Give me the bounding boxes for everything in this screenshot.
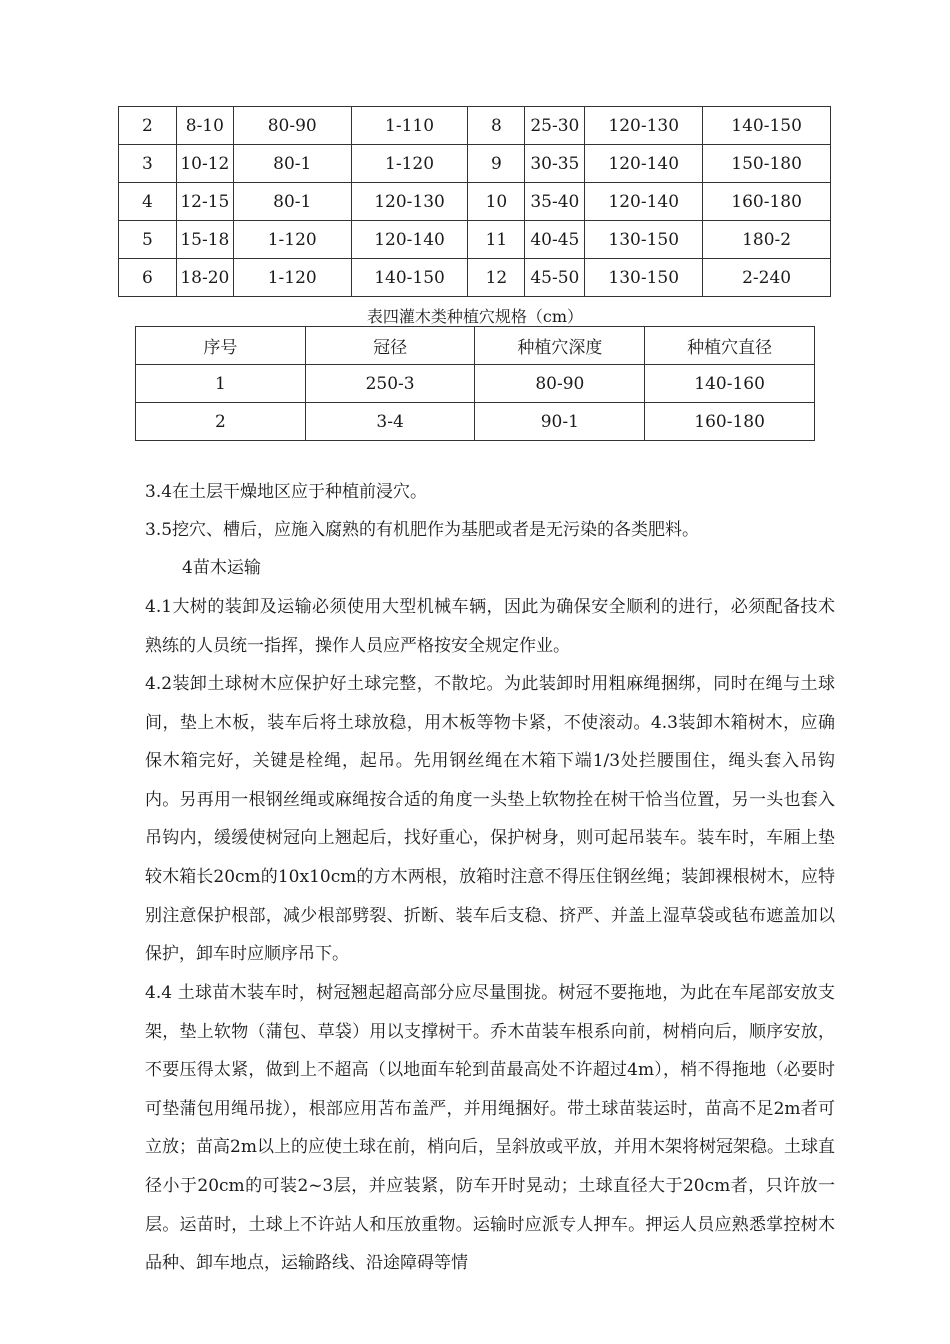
table-cell: 150-180 (703, 145, 831, 183)
table-cell: 8 (468, 107, 525, 145)
table-cell: 160-180 (645, 403, 815, 441)
table-header-row (136, 327, 815, 365)
table-row (119, 107, 831, 145)
table-caption: 表四灌木类种植穴规格（cm） (366, 307, 584, 326)
table-cell: 160-180 (703, 183, 831, 221)
table-cell: 80-1 (233, 145, 351, 183)
table-cell: 5 (119, 221, 177, 259)
table-cell: 120-140 (351, 221, 468, 259)
table-cell: 4 (119, 183, 177, 221)
paragraph-4-1: 4.1大树的装卸及运输必须使用大型机械车辆，因此为确保安全顺利的进行，必须配备技术熟练的人员统一指挥，操作人员应严格按安全规定作业。 (145, 597, 835, 656)
table-cell: 2 (136, 403, 306, 441)
table-cell: 12 (468, 259, 525, 297)
table-cell: 1-120 (351, 145, 468, 183)
table-cell: 140-150 (351, 259, 468, 297)
section-heading-4: 4苗木运输 (182, 558, 261, 578)
table-cell: 120-130 (351, 183, 468, 221)
table-cell: 120-130 (585, 107, 703, 145)
table-cell: 120-140 (585, 183, 703, 221)
table-row (119, 221, 831, 259)
table-cell: 3-4 (305, 403, 475, 441)
planting-pit-spec-table (118, 106, 831, 297)
paragraph-4-4: 4.4 土球苗木装车时，树冠翘起超高部分应尽量围拢。树冠不要拖地，为此在车尾部安放支架，垫上软物（蒲包、草袋）用以支撑树干。乔木苗装车根系向前，树梢向后，顺序安放，不要压得太紧，做到上不超高（以地面车轮到苗最高处不许超过4m），梢不得拖地（必要时可垫蒲包用绳吊拢），根部应用苫布盖严，并用绳捆好。带土球苗装运时，苗高不足2m者可立放；苗高2m以上的应使土球在前，梢向后，呈斜放或平放，并用木架将树冠架稳。土球直径小于20cm的可装2~3层，并应装紧，防车开时晃动；土球直径大于20cm者，只许放一层。运苗时，土球上不许站人和压放重物。运输时应派专人押车。押运人员应熟悉掌控树木品种、卸车地点，运输路线、沿途障碍等情 (145, 983, 835, 1274)
table-cell: 140-160 (645, 365, 815, 403)
table-row (119, 183, 831, 221)
table-row (136, 403, 815, 441)
shrub-pit-spec-table (135, 326, 815, 441)
table-cell: 140-150 (703, 107, 831, 145)
table-cell: 10 (468, 183, 525, 221)
table-cell: 10-12 (176, 145, 233, 183)
table-cell: 3 (119, 145, 177, 183)
table-cell: 1-110 (351, 107, 468, 145)
table-cell: 1-120 (233, 221, 351, 259)
table-row (119, 259, 831, 297)
table-cell: 12-15 (176, 183, 233, 221)
table-cell: 11 (468, 221, 525, 259)
table-cell: 2-240 (703, 259, 831, 297)
table-cell: 2 (119, 107, 177, 145)
table-cell: 250-3 (305, 365, 475, 403)
header-cell: 种植穴深度 (475, 327, 645, 365)
table-cell: 120-140 (585, 145, 703, 183)
table-cell: 130-150 (585, 259, 703, 297)
table-cell: 180-2 (703, 221, 831, 259)
table-cell: 18-20 (176, 259, 233, 297)
table-row (136, 365, 815, 403)
table-cell: 8-10 (176, 107, 233, 145)
table-cell: 35-40 (525, 183, 585, 221)
paragraph-4-2: 4.2装卸土球树木应保护好土球完整，不散坨。为此装卸时用粗麻绳捆绑，同时在绳与土球间，垫上木板，装车后将土球放稳，用木板等物卡紧，不使滚动。4.3装卸木箱树木，应确保木箱完好，关键是栓绳，起吊。先用钢丝绳在木箱下端1/3处拦腰围住，绳头套入吊钩内。另再用一根钢丝绳或麻绳按合适的角度一头垫上软物拴在树干恰当位置，另一头也套入吊钩内，缓缓使树冠向上翘起后，找好重心，保护树身，则可起吊装车。装车时，车厢上垫较木箱长20cm的10x10cm的方木两根，放箱时注意不得压住钢丝绳；装卸裸根树木，应特别注意保护根部，减少根部劈裂、折断、装车后支稳、挤严、并盖上湿草袋或毡布遮盖加以保护，卸车时应顺序吊下。 (145, 674, 835, 965)
header-cell: 冠径 (305, 327, 475, 365)
table-cell: 90-1 (475, 403, 645, 441)
table-cell: 80-90 (233, 107, 351, 145)
table-cell: 9 (468, 145, 525, 183)
header-cell: 序号 (136, 327, 306, 365)
header-cell: 种植穴直径 (645, 327, 815, 365)
table-row (119, 145, 831, 183)
paragraph-3-4: 3.4在土层干燥地区应于种植前浸穴。 (145, 482, 428, 502)
table-cell: 1-120 (233, 259, 351, 297)
table-cell: 25-30 (525, 107, 585, 145)
table-cell: 80-1 (233, 183, 351, 221)
table-cell: 1 (136, 365, 306, 403)
paragraph-3-5: 3.5挖穴、槽后，应施入腐熟的有机肥作为基肥或者是无污染的各类肥料。 (145, 520, 700, 540)
table-cell: 45-50 (525, 259, 585, 297)
table-cell: 6 (119, 259, 177, 297)
table-cell: 15-18 (176, 221, 233, 259)
table-cell: 80-90 (475, 365, 645, 403)
table-cell: 30-35 (525, 145, 585, 183)
table-cell: 130-150 (585, 221, 703, 259)
table-cell: 40-45 (525, 221, 585, 259)
